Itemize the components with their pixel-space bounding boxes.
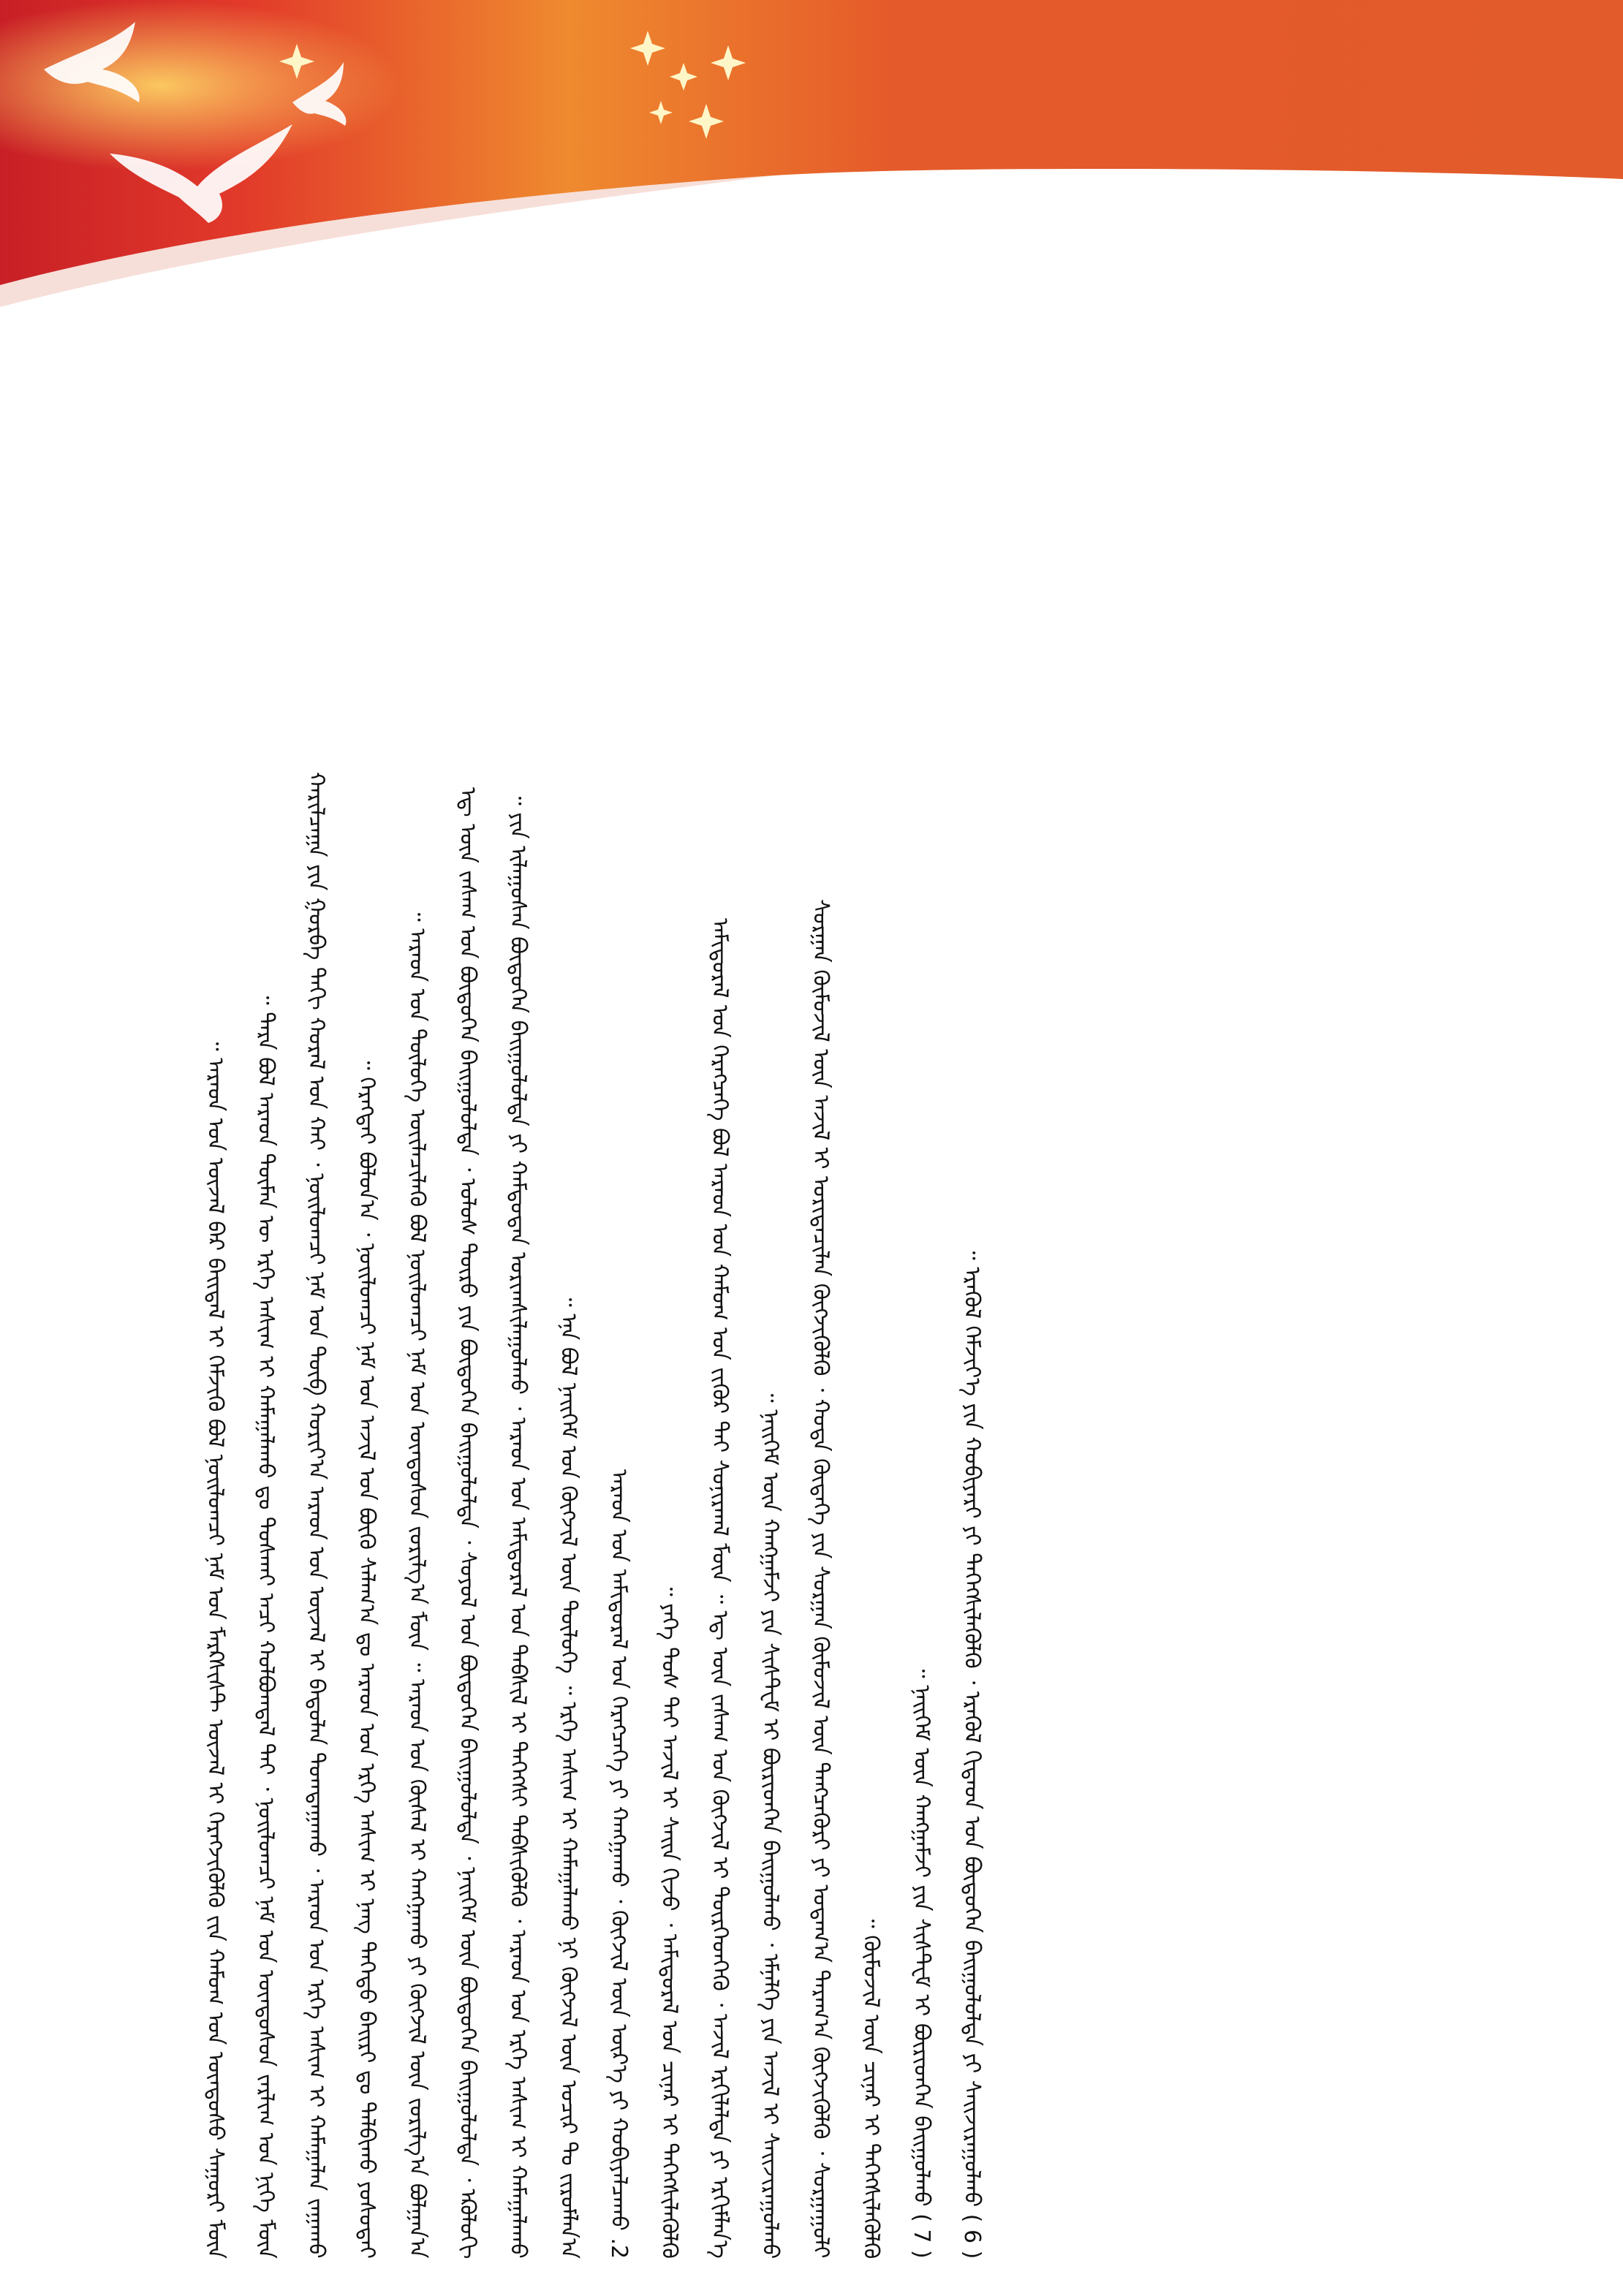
vertical-text-body: [190, 197, 1623, 2259]
text-line: ᠰᠤᠷᠭᠠᠨ ᠬᠦᠮᠦᠵᠢᠯ ᠦᠨ ᠠᠵᠢᠯ ᠢ ᠤᠷᠢᠳᠠᠴᠢᠯᠠᠨ ᠬᠥᠭᠵᠢᠭᠦᠯᠬᠦ ᠂ ᠬᠣᠲᠠ ᠬᠥᠳᠡᠭᠡ ᠶᠢᠨ ᠰᠤᠷᠭᠠᠨ ᠬᠦᠮᠦᠵᠢᠯ ᠦᠨ ᠲᠡᠩᠴᠡᠭᠦᠷᠢ ᠶᠢ ᠤᠳᠠᠭ᠎ᠠ ᠳᠠᠷᠠᠭ᠎ᠠ ᠬᠥᠭᠵᠢᠭᠦᠯᠬᠦ ᠂ ᠰᠤᠷᠭᠠᠭᠤᠯᠢ: [808, 899, 833, 2259]
text-line: ᠬᠡᠷᠡᠭᠲᠡᠢ ᠪᠣᠯᠤᠨ᠎ᠠ ᠂ ᠨᠣᠢᠯᠣᠭᠴᠢ ᠨᠠᠮ ᠤᠨ ᠠᠵᠢᠯ ᠤᠨ ᠪᠦᠬᠦ ᠰᠠᠯᠠᠭ᠎ᠠ ᠳᠤ ᠠᠷᠠᠳ ᠤᠨ ᠡᠷᠬᠡ ᠠᠰᠢᠭ ᠢ ᠨᠡᠩ ᠳᠡᠭᠡᠳᠦ ᠪᠠᠢᠷᠢ ᠳᠤ ᠲᠠᠯᠪᠢᠬᠤ ᠶᠣᠰᠣᠲᠠᠢ ᠃: [354, 1055, 379, 2259]
numbered-item: ( 6 ) ᠡᠷᠡᠭᠦᠯ ᠬᠡᠮᠵᠢᠶ᠎ᠡ ᠶᠢᠨ ᠬᠤᠪᠢᠶᠠᠷᠢ ᠶᠢ ᠳᠡᠭᠡᠭᠰᠢᠯᠡᠭᠦᠯᠬᠦ ᠂ ᠡᠷᠡᠭᠦᠯ ᠬᠢᠲᠠᠳ ᠤᠨ ᠪᠦᠲᠦᠭᠡᠨ ᠪᠠᠢᠭᠤᠯᠤᠯᠲᠠ ᠶᠢ ᠰᠠᠢᠵᠢᠷᠠᠭᠤᠯᠬᠤ ᠃: [959, 1245, 985, 2259]
text-line: ᠬᠦᠮᠦᠵᠢᠯ ᠦᠨ ᠴᠢᠨᠠᠷ ᠢ ᠳᠡᠭᠡᠭᠰᠢᠯᠡᠭᠦᠯᠬᠦ ᠃: [858, 1913, 884, 2259]
section-heading: 2. ᠠᠷᠠᠳ ᠤᠨ ᠠᠮᠢᠳᠤᠷᠠᠯ ᠤᠨ ᠬᠡᠷᠡᠭᠴᠡᠭᠡ ᠶᠢ ᠬᠠᠩᠭᠠᠬᠤ ᠂ ᠬᠥᠭᠵᠢᠯ ᠦᠨ ᠦᠷ᠎ᠡ ᠶᠢ ᠬᠤᠪᠢᠶᠠᠯᠴᠠᠬᠤ: [606, 1469, 632, 2259]
text-line: ᠠᠷᠠᠳ ᠤᠨ ᠦᠵᠡᠯ ᠪᠠᠷ ᠪᠠᠢᠳᠠᠯ ᠢ ᠬᠡᠮᠵᠢᠬᠦ ᠪᠣᠯ ᠨᠣᠢᠯᠣᠭᠴᠢ ᠨᠠᠮ ᠤᠨ ᠮᠠᠷᠺᠰᠢᠰᠲ ᠦᠵᠡᠯ ᠢ ᠬᠡᠷᠡᠭᠵᠢᠭᠦᠯᠬᠦ ᠵᠢᠨ ᠬᠠᠮᠤᠭ ᠤᠨ ᠦᠨᠳᠦᠰᠦ ᠰᠠᠭᠤᠷᠢ ᠮᠥᠨ ᠃: [203, 1036, 228, 2259]
text-line: ᠲᠡᠷᠡ ᠪᠣᠯ ᠠᠷᠠᠳ ᠲᠦᠮᠡᠨ ᠦ ᠡᠷᠬᠡ ᠠᠰᠢᠭ ᠢ ᠬᠠᠮᠠᠭᠠᠯᠠᠬᠤ ᠳᠤ ᠲᠤᠰᠬᠠᠢ ᠠᠴᠢ ᠬᠣᠯᠪᠣᠭᠳᠠᠯ ᠲᠠᠢ ᠂ ᠨᠣᠢᠯᠣᠭᠴᠢ ᠨᠠᠮ ᠤᠨ ᠦᠨᠳᠦᠰᠦᠨ ᠵᠠᠷᠯᠢᠭ ᠤᠨ ᠨᠢᠭᠡ ᠮᠥᠨ ᠃: [253, 990, 279, 2259]
numbered-item: ( 7 ) ᠨᠡᠢᠭᠡᠮ ᠦᠨ ᠬᠠᠩᠭᠠᠮᠵᠢ ᠶᠢᠨ ᠰᠢᠰᠲᠸᠮ ᠢ ᠪᠦᠷᠢᠳᠬᠡᠨ ᠪᠠᠢᠭᠤᠯᠬᠤ ᠃: [909, 1664, 934, 2259]
text-line: ᠨᠡᠢᠭᠡᠮ ᠦᠨ ᠬᠠᠩᠭᠠᠮᠵᠢ ᠶᠢᠨ ᠰᠢᠰᠲᠸᠮ ᠢ ᠪᠦᠷᠢᠳᠬᠡᠨ ᠪᠠᠢᠭᠤᠯᠬᠤ ᠂ ᠡᠮᠨᠡᠯᠭᠡ ᠶᠢᠨ ᠠᠵᠢᠯ ᠢ ᠰᠠᠢᠵᠢᠷᠠᠭᠤᠯᠬᠤ ᠃: [757, 1387, 783, 2259]
text-line: ᠠᠮᠢᠳᠤᠷᠠᠯ ᠤᠨ ᠬᠡᠷᠡᠭᠴᠡᠭᠡ ᠪᠣᠯ ᠠᠷᠠᠳ ᠤᠨ ᠬᠠᠮᠤᠭ ᠤᠨ ᠵᠢᠭᠦᠷ ᠲᠠᠢ ᠰᠣᠨᠢᠷᠬᠠᠯ ᠮᠥᠨ ᠃ ᠡᠳ᠋ ᠦᠨ ᠵᠠᠰᠠᠭ ᠤᠨ ᠬᠥᠭᠵᠢᠯ ᠢ ᠲᠦᠷᠭᠡᠳᠭᠡᠬᠦ ᠂ ᠠᠵᠢᠯ ᠡᠷᠬᠢᠯᠡᠯᠲᠡ ᠶᠢ ᠡᠷᠬᠢᠮᠯᠡᠨ᠎ᠡ: [707, 918, 733, 2259]
text-line: ᠬᠠᠷᠢᠯᠴᠠᠭᠠ ᠶᠢᠨ ᠭᠤᠷᠪᠠ ᠳᠠᠬᠢ ᠬᠤᠷᠠᠯ ᠤᠨ ᠬᠠᠢ ᠂ ᠨᠣᠢᠯᠣᠭᠴᠢ ᠨᠠᠮ ᠤᠨ ᠲᠥᠪ ᠬᠣᠷᠢᠶ᠎ᠠ ᠠᠷᠠᠳ ᠤᠨ ᠦᠵᠡᠯ ᠢ ᠪᠠᠳᠤᠯᠠᠨ ᠲᠣᠭᠲᠠᠭᠠᠬᠤ ᠂ ᠠᠷᠠᠳ ᠤᠨ ᠡᠷᠬᠡ ᠠᠰᠢᠭ ᠢ ᠬᠠᠮᠠᠭᠠᠯᠠᠨ ᠵᠠᠭᠠᠬᠤ: [303, 772, 329, 2259]
text-line: ᠠᠷᠠᠳ ᠤᠨ ᠲᠥᠯᠦᠭᠡ ᠦᠢᠯᠡᠴᠢᠯᠡᠬᠦ ᠪᠣᠯ ᠨᠣᠢᠯᠣᠭᠴᠢ ᠨᠠᠮ ᠤᠨ ᠦᠨᠳᠦᠰᠦᠨ ᠵᠣᠷᠢᠯᠭ᠎ᠠ ᠮᠥᠨ ᠃ ᠠᠷᠠᠳ ᠤᠨ ᠬᠦᠰᠡᠯ ᠢ ᠬᠠᠩᠭᠠᠬᠤ ᠶᠢ ᠬᠥᠭᠵᠢᠯ ᠦᠨ ᠵᠣᠷᠢᠯᠭ᠎ᠠ ᠪᠣᠯᠭᠠᠨ᠎ᠠ ᠃: [404, 907, 430, 2259]
text-line: ᠶᠢᠨ ᠢᠯᠠᠭᠤᠰᠠᠨ ᠪᠦᠲᠦᠭᠡᠨ ᠪᠠᠢᠭᠤᠯᠤᠯᠲᠠ ᠶᠢ ᠬᠠᠮᠲᠤᠳᠠᠨ ᠤᠷᠢᠭᠰᠢᠯᠠᠭᠤᠯᠬᠤ ᠂ ᠠᠷᠠᠳ ᠤᠨ ᠠᠮᠢᠳᠤᠷᠠᠯ ᠤᠨ ᠳᠡᠪᠰᠢᠯ ᠢ ᠳᠡᠭᠡᠭᠰᠢ ᠳᠡᠪᠰᠢᠭᠦᠯᠬᠦ ᠂ ᠠᠷᠠᠳ ᠤᠨ ᠡᠷᠬᠡ ᠠᠰᠢᠭ ᠢ ᠬᠠᠮᠠᠭᠠᠯᠠᠬᠤ ᠃: [505, 791, 531, 2259]
text-line: ᠡᠳ᠋ ᠦᠨ ᠵᠠᠰᠠᠭ ᠤᠨ ᠪᠦᠲᠦᠭᠡᠨ ᠪᠠᠢᠭᠤᠯᠤᠯᠲᠠ ᠂ ᠤᠯᠤᠰ ᠲᠥᠷᠦ ᠶᠢᠨ ᠪᠦᠲᠦᠭᠡᠨ ᠪᠠᠢᠭᠤᠯᠤᠯᠲᠠ ᠂ ᠰᠣᠶᠣᠯ ᠤᠨ ᠪᠦᠲᠦᠭᠡᠨ ᠪᠠᠢᠭᠤᠯᠤᠯᠲᠠ ᠂ ᠨᠡᠢᠭᠡᠮ ᠦᠨ ᠪᠦᠲᠦᠭᠡᠨ ᠪᠠᠢᠭᠤᠯᠤᠯᠲᠠ ᠂ ᠡᠺᠣᠯᠣᠭᠢ: [455, 787, 480, 2259]
text-line: ᠡᠨᠡ ᠪᠣᠯ ᠨᠡᠢᠭᠡᠮ ᠤᠨ ᠬᠥᠭᠵᠢᠯ ᠦᠨ ᠲᠥᠯᠦᠭᠡ ᠃ ᠡᠷᠬᠡ ᠠᠰᠢᠭ ᠢ ᠬᠠᠮᠠᠭᠠᠯᠠᠬᠤ ᠨᠢ ᠬᠥᠭᠵᠢᠯ ᠦᠨ ᠤᠴᠢᠷ ᠲᠤ ᠵᠢᠷᠤᠮᠯᠠᠨ᠎ᠠ ᠃: [556, 1292, 581, 2259]
text-line: ᠶᠡᠬᠡ ᠲᠤᠰ ᠲᠠᠢ ᠠᠵᠢᠯ ᠢ ᠰᠠᠢᠨ ᠬᠢᠵᠦ ᠂ ᠠᠮᠢᠳᠤᠷᠠᠯ ᠤᠨ ᠴᠢᠨᠠᠷ ᠢ ᠳᠡᠭᠡᠭᠰᠢᠯᠡᠭᠦᠯᠬᠦ ᠃: [657, 1582, 682, 2259]
